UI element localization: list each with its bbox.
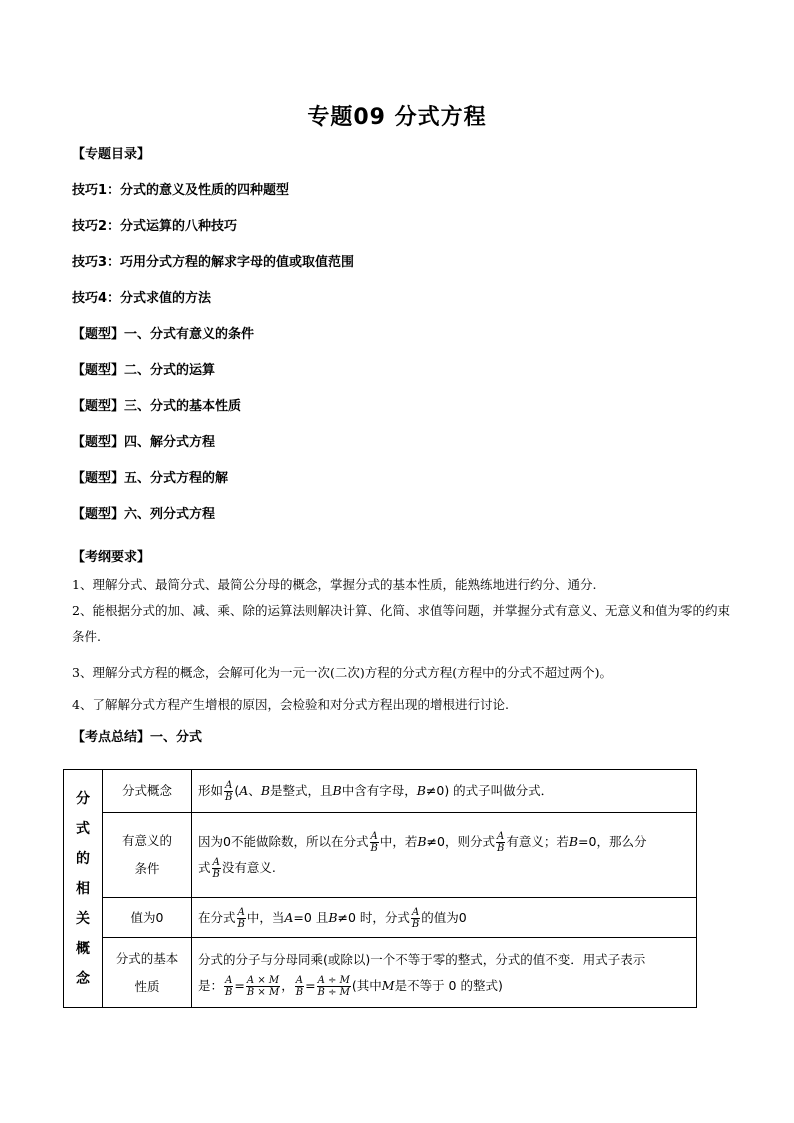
term-basic-property: 分式的基本 性质 [103,938,192,1008]
table-side-label: 分 式 的 相 关 概 念 [64,770,103,1008]
requirement-item: 3、理解分式方程的概念，会解可化为一元一次(二次)方程的分式方程(方程中的分式不超过两个)。 [72,665,612,680]
term-definition: 分式概念 [103,770,192,813]
page-title: 专题09 分式方程 [307,105,487,130]
toc-item: 技巧4：分式求值的方法 [72,291,212,306]
fraction: $\frac{A}{B}$ [237,906,245,930]
fraction: $\frac{A}{B}$ [225,974,233,998]
fraction: $\frac{A}{B}$ [225,780,233,803]
toc-item: 【题型】一、分式有意义的条件 [72,327,255,342]
toc-item: 【题型】六、列分式方程 [72,507,216,522]
fraction: $\frac{A}{B}$ [370,831,378,854]
term-meaningful-condition: 有意义的 条件 [103,813,192,898]
basic-property-content: 分式的分子与分母同乘(或除以)一个不等于零的整式，分式的值不变．用式子表示 是： $\frac{A}{B}$ = $\frac{A \times M}{B \times M}$ ， $\frac{A}{B}$ = $\frac{A \div M}{B \div M}$ (其中M是不等于 0 的整式) [192,938,697,1008]
toc-item: 【题型】五、分式方程的解 [72,471,229,486]
toc-item: 【题型】三、分式的基本性质 [72,399,242,414]
fraction: $\frac{A}{B}$ [496,831,505,854]
fraction: $\frac{A}{B}$ [295,974,304,998]
toc-item: 技巧1：分式的意义及性质的四种题型 [72,183,290,198]
meaningful-condition-content: 因为0不能做除数，所以在分式 $\frac{A}{B}$ 中，若B≠0，则分式 $\frac{A}{B}$ 有意义；若B=0，那么分 式 $\frac{A}{B}$ 没有意义. [192,813,697,898]
toc-item: 技巧2：分式运算的八种技巧 [72,219,238,234]
fraction: $\frac{A}{B}$ [411,906,420,930]
fraction: $\frac{A \times M}{B \times M}$ [246,974,280,998]
summary-heading: 【考点总结】一、分式 [72,730,203,745]
requirement-item: 4、了解解分式方程产生增根的原因，会检验和对分式方程出现的增根进行讨论. [72,697,509,712]
requirement-item: 1、理解分式、最简分式、最简公分母的概念，掌握分式的基本性质，能熟练地进行约分、通分. [72,577,597,592]
concept-table [63,769,697,1008]
requirement-item: 2、能根据分式的加、减、乘、除的运算法则解决计算、化简、求值等问题，并掌握分式有意义、无意义和值为零的约束条件. [72,603,730,644]
definition-content: 形如 $\frac{A}{B}$ (A、B是整式，且B中含有字母，B≠0) 的式子叫做分式． [192,770,697,813]
requirements-heading: 【考纲要求】 [72,550,151,565]
toc-item: 技巧3：巧用分式方程的解求字母的值或取值范围 [72,255,355,270]
value-zero-content: 在分式 $\frac{A}{B}$ 中，当A=0 且B≠0 时，分式 $\frac{A}{B}$ 的值为0 [192,898,697,938]
fraction: $\frac{A \div M}{B \div M}$ [317,974,350,998]
toc-item: 【题型】二、分式的运算 [72,363,216,378]
toc-item: 【题型】四、解分式方程 [72,435,216,450]
fraction: $\frac{A}{B}$ [212,857,220,880]
toc-heading: 【专题目录】 [72,147,151,162]
term-value-zero: 值为0 [103,898,192,938]
